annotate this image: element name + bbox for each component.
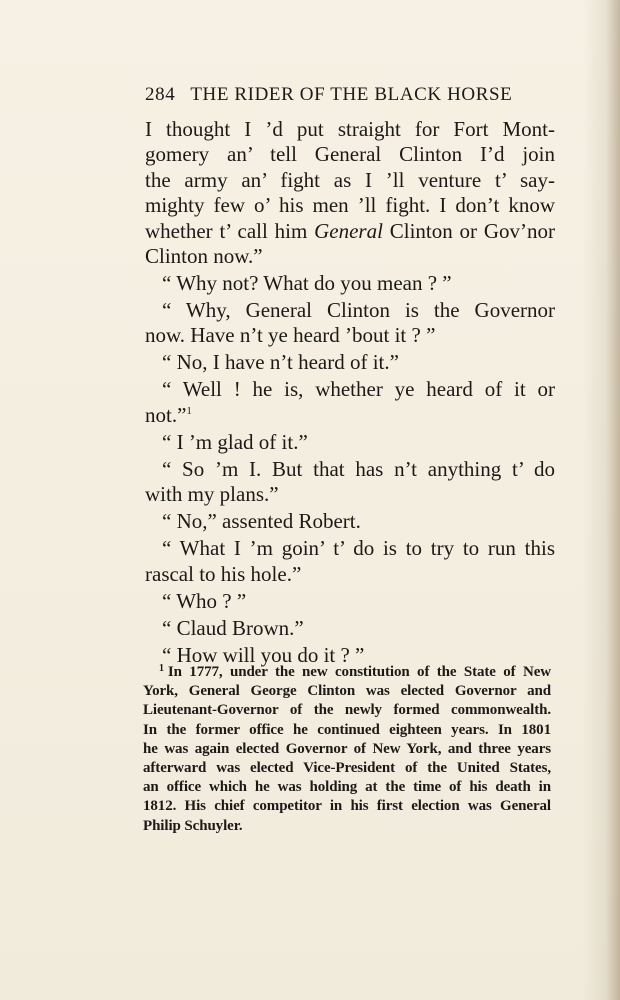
footnote-line: an office which he was holding at the time of his death in [143,779,551,796]
body-line: “ So ’m I. But that has n’t anything t’ do [162,456,555,481]
body-line: rascal to his hole.” [145,561,302,586]
body-text-fragment: not.” [145,402,187,427]
footnote-line: Lieutenant-Governor of the newly formed commonwealth. [143,702,551,719]
body-line: “ Claud Brown.” [162,615,304,640]
footnote-line: Philip Schuyler. [143,817,243,834]
body-line: “ What I ’m goin’ t’ do is to try to run this [162,536,555,561]
body-line: Clinton now.” [145,244,263,269]
footnote-line [143,663,551,682]
footnote-line: In the former office he continued eighteen years. In 1801 [143,721,551,738]
body-line: “ I ’m glad of it.” [162,429,308,454]
footnote-text: In 1777, under the new constitution of the State of New [167,664,551,680]
emphasized-word: General [314,218,383,243]
body-line: with my plans.” [145,482,279,507]
page-edge-shadow [606,0,620,1000]
running-title: THE RIDER OF THE BLACK HORSE [190,84,513,105]
page-number: 284 [145,84,176,105]
footnote-line: afterward was elected Vice-President of the United States, [143,760,551,777]
footnote-marker: 1 [159,663,164,674]
body-line: now. Have n’t ye heard ’bout it ? ” [145,323,436,348]
body-line: “ Well ! he is, whether ye heard of it or [162,377,555,402]
body-line-with-note [145,403,555,428]
body-line: “ No,” assented Robert. [162,509,361,534]
footnote-reference: 1 [186,404,192,417]
body-line: “ No, I have n’t heard of it.” [162,350,399,375]
body-text [145,117,555,668]
footnote [143,663,551,836]
running-header [145,84,535,106]
footnote-line: York, General George Clinton was elected Governor and [143,683,551,700]
footnote-line: 1812. His chief competitor in his first election was General [143,798,551,815]
body-line: mighty few o’ his men ’ll fight. I don’t know [145,193,555,218]
body-line-with-emphasis [145,219,555,244]
body-line: “ Why, General Clinton is the Governor [162,298,555,323]
body-text-fragment: Clinton or Gov’nor [382,218,556,243]
body-text-fragment: whether t’ call him [145,218,315,243]
body-line: “ How will you do it ? ” [162,642,365,667]
body-line: “ Who ? ” [162,588,247,613]
footnote-line: he was again elected Governor of New York, and three years [143,740,551,757]
body-line: the army an’ fight as I ’ll venture t’ say- [145,167,555,192]
body-line: I thought I ’d put straight for Fort Mont- [145,117,555,141]
body-line: gomery an’ tell General Clinton I’d join [145,142,555,167]
body-line: “ Why not? What do you mean ? ” [162,271,452,296]
